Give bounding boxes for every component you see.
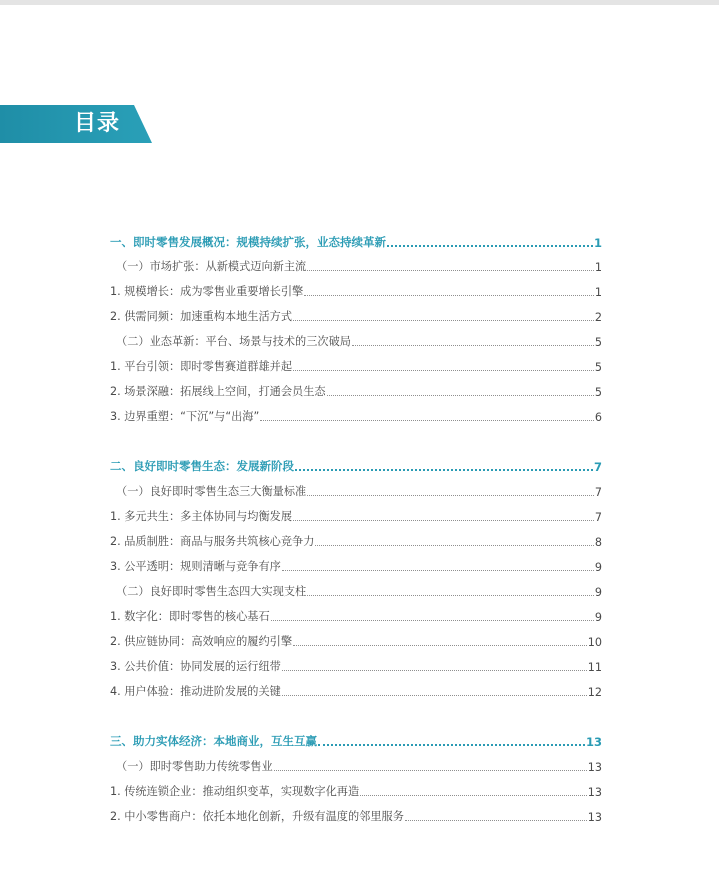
toc-entry-title: （一）良好即时零售生态三大衡量标准 xyxy=(116,485,307,498)
toc-leader-dots xyxy=(387,244,593,247)
toc-page-number: 8 xyxy=(594,536,602,549)
toc-leader-dots xyxy=(293,369,594,371)
toc-entry-item[interactable] xyxy=(110,356,602,374)
toc-entry-sub[interactable] xyxy=(110,581,602,599)
toc-entry-sub[interactable] xyxy=(110,256,602,274)
toc-leader-dots xyxy=(293,319,594,321)
toc-leader-dots xyxy=(282,569,594,571)
toc-page-number: 5 xyxy=(594,386,602,399)
toc-leader-dots xyxy=(360,794,587,796)
toc-entry-sub[interactable] xyxy=(110,481,602,499)
toc-entry-main[interactable] xyxy=(110,731,602,749)
toc-page-number: 9 xyxy=(594,561,602,574)
toc-entry-title: 1. 规模增长：成为零售业重要增长引擎 xyxy=(110,285,304,298)
toc-entry-item[interactable] xyxy=(110,781,602,799)
toc-entry-title: 1. 数字化：即时零售的核心基石 xyxy=(110,610,270,623)
toc-leader-dots xyxy=(307,269,594,271)
toc-leader-dots xyxy=(307,494,594,496)
toc-page-number: 7 xyxy=(593,460,602,474)
toc-leader-dots xyxy=(318,743,585,746)
page-title: 目录 xyxy=(74,111,121,136)
toc-leader-dots xyxy=(282,669,587,671)
toc-leader-dots xyxy=(271,619,594,621)
toc-entry-main[interactable] xyxy=(110,456,602,474)
toc-leader-dots xyxy=(327,394,594,396)
toc-entry-title: 2. 中小零售商户：依托本地化创新，升级有温度的邻里服务 xyxy=(110,810,404,823)
toc-entry-item[interactable] xyxy=(110,656,602,674)
toc-entry-title: 2. 供应链协同：高效响应的履约引擎 xyxy=(110,635,293,648)
toc-leader-dots xyxy=(282,694,587,696)
toc-page-number: 13 xyxy=(587,761,602,774)
toc-entry-title: 2. 品质制胜：商品与服务共筑核心竞争力 xyxy=(110,535,315,548)
toc-entry-item[interactable] xyxy=(110,531,602,549)
toc-entry-item[interactable] xyxy=(110,631,602,649)
toc-page-number: 13 xyxy=(585,735,602,749)
toc-entry-title: 1. 多元共生：多主体协同与均衡发展 xyxy=(110,510,293,523)
toc-page-number: 9 xyxy=(594,586,602,599)
toc-page-number: 7 xyxy=(594,486,602,499)
toc-page-number: 12 xyxy=(587,686,602,699)
toc-page-number: 5 xyxy=(594,336,602,349)
toc-title-banner xyxy=(0,105,152,143)
toc-entry-item[interactable] xyxy=(110,556,602,574)
toc-entry-item[interactable] xyxy=(110,681,602,699)
toc-entry-title: 二、良好即时零售生态：发展新阶段 xyxy=(110,459,294,473)
toc-leader-dots xyxy=(293,644,587,646)
toc-page-number: 5 xyxy=(594,361,602,374)
toc-page-number: 1 xyxy=(594,286,602,299)
toc-entry-item[interactable] xyxy=(110,281,602,299)
toc-entry-title: （一）即时零售助力传统零售业 xyxy=(116,760,273,773)
toc-entry-item[interactable] xyxy=(110,381,602,399)
toc-entry-title: 3. 公平透明：规则清晰与竞争有序 xyxy=(110,560,281,573)
toc-leader-dots xyxy=(352,344,594,346)
toc-leader-dots xyxy=(315,544,593,546)
toc-leader-dots xyxy=(307,594,594,596)
toc-entry-item[interactable] xyxy=(110,306,602,324)
toc-entry-item[interactable] xyxy=(110,506,602,524)
toc-page-number: 13 xyxy=(587,811,602,824)
toc-leader-dots xyxy=(274,769,587,771)
toc-entry-item[interactable] xyxy=(110,606,602,624)
toc-entry-title: （二）良好即时零售生态四大实现支柱 xyxy=(116,585,307,598)
toc-leader-dots xyxy=(260,419,594,421)
toc-page-number: 2 xyxy=(594,311,602,324)
toc-entry-sub[interactable] xyxy=(110,756,602,774)
toc-entry-title: 2. 供需同频：加速重构本地生活方式 xyxy=(110,310,293,323)
toc-page-number: 1 xyxy=(594,261,602,274)
toc-entry-main[interactable] xyxy=(110,232,602,250)
toc-entry-title: 1. 传统连锁企业：推动组织变革，实现数字化再造 xyxy=(110,785,360,798)
toc-page-number: 7 xyxy=(594,511,602,524)
toc-leader-dots xyxy=(293,519,594,521)
toc-entry-title: 3. 公共价值：协同发展的运行纽带 xyxy=(110,660,281,673)
toc-page-number: 11 xyxy=(587,661,602,674)
toc-entry-title: 三、助力实体经济：本地商业，互生互赢 xyxy=(110,734,317,748)
toc-entry-title: 3. 边界重塑：“下沉”与“出海” xyxy=(110,410,260,423)
toc-entry-title: 1. 平台引领：即时零售赛道群雄并起 xyxy=(110,360,293,373)
toc-leader-dots xyxy=(295,468,593,471)
toc-page-number: 1 xyxy=(593,236,602,250)
page-top-border xyxy=(0,0,719,5)
toc-entry-title: （二）业态革新：平台、场景与技术的三次破局 xyxy=(116,335,351,348)
toc-entry-title: 一、即时零售发展概况：规模持续扩张，业态持续革新 xyxy=(110,235,386,249)
toc-page-number: 6 xyxy=(594,411,602,424)
toc-leader-dots xyxy=(304,294,594,296)
toc-entry-title: （一）市场扩张：从新模式迈向新主流 xyxy=(116,260,307,273)
toc-page-number: 13 xyxy=(587,786,602,799)
toc-entry-item[interactable] xyxy=(110,806,602,824)
toc-entry-title: 2. 场景深融：拓展线上空间，打通会员生态 xyxy=(110,385,326,398)
toc-entry-title: 4. 用户体验：推动进阶发展的关键 xyxy=(110,685,281,698)
toc-entry-sub[interactable] xyxy=(110,331,602,349)
toc-page-number: 9 xyxy=(594,611,602,624)
toc-leader-dots xyxy=(405,819,587,821)
toc-entry-item[interactable] xyxy=(110,406,602,424)
toc-page-number: 10 xyxy=(587,636,602,649)
